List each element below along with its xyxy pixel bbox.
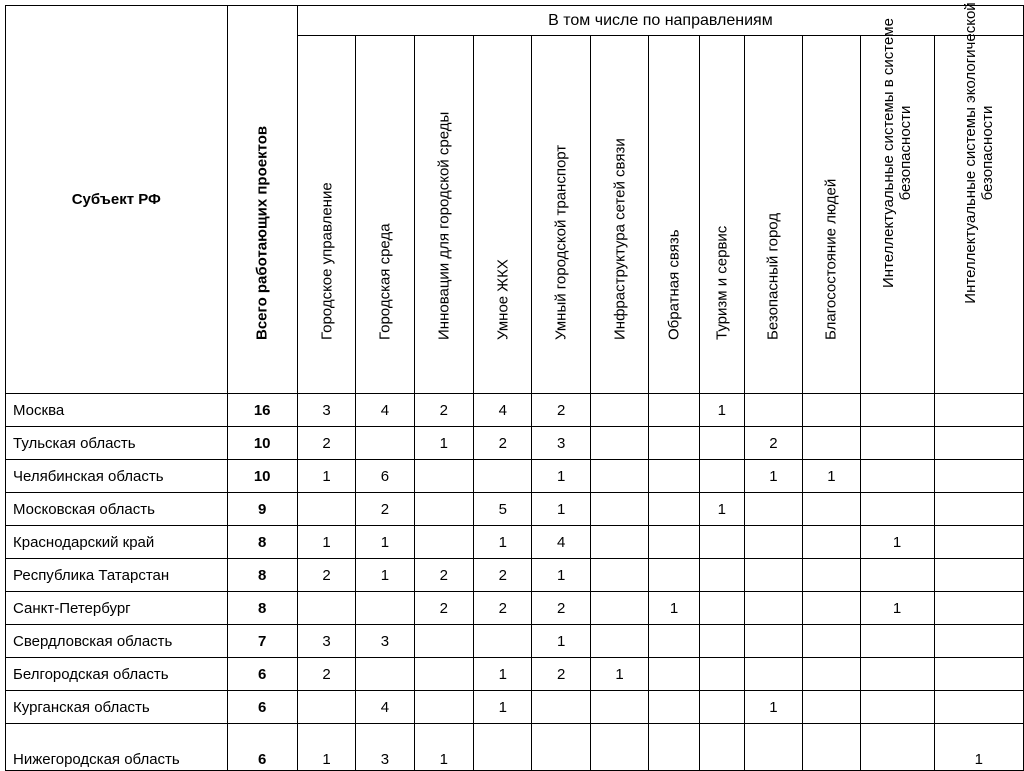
- row-cell: 6: [356, 460, 414, 493]
- row-cell: [649, 559, 700, 592]
- row-total: 10: [227, 460, 297, 493]
- row-cell: 1: [649, 592, 700, 625]
- row-cell: [860, 625, 934, 658]
- row-cell: 4: [474, 394, 532, 427]
- row-subject: Республика Татарстан: [6, 559, 228, 592]
- header-direction: [744, 36, 802, 394]
- row-cell: 2: [414, 394, 473, 427]
- row-cell: [699, 625, 744, 658]
- row-cell: [356, 658, 414, 691]
- row-subject: Санкт-Петербург: [6, 592, 228, 625]
- table-row: [6, 625, 1024, 658]
- row-cell: [297, 691, 355, 724]
- row-cell: [934, 658, 1024, 691]
- row-cell: [699, 460, 744, 493]
- header-direction-label: Туризм и сервис: [713, 225, 731, 340]
- row-cell: 1: [860, 592, 934, 625]
- row-cell: 2: [414, 559, 473, 592]
- header-direction-label: Инфраструктура сетей связи: [611, 138, 629, 340]
- row-cell: 1: [699, 394, 744, 427]
- header-direction-label: Умный городской транспорт: [552, 144, 570, 340]
- header-subject: Субъект РФ: [6, 6, 228, 394]
- row-cell: [803, 691, 860, 724]
- header-direction: [934, 2, 1024, 394]
- row-cell: [699, 526, 744, 559]
- header-direction: [532, 36, 590, 394]
- row-cell: [414, 493, 473, 526]
- row-cell: 1: [297, 526, 355, 559]
- row-cell: [803, 658, 860, 691]
- row-subject: Москва: [6, 394, 228, 427]
- row-cell: 2: [532, 394, 590, 427]
- row-cell: 2: [474, 427, 532, 460]
- row-cell: [590, 460, 648, 493]
- row-cell: 1: [414, 724, 473, 771]
- row-cell: [414, 691, 473, 724]
- row-cell: [414, 658, 473, 691]
- table-row: [6, 526, 1024, 559]
- row-cell: 1: [532, 460, 590, 493]
- row-cell: 4: [356, 691, 414, 724]
- row-cell: [649, 493, 700, 526]
- row-cell: [474, 724, 532, 771]
- row-cell: 2: [474, 559, 532, 592]
- row-cell: [699, 724, 744, 771]
- row-cell: [649, 691, 700, 724]
- header-total-label: Всего работающих проектов: [253, 125, 271, 340]
- row-cell: [649, 460, 700, 493]
- row-cell: [474, 460, 532, 493]
- row-cell: 1: [414, 427, 473, 460]
- header-direction: [590, 36, 648, 394]
- row-cell: [297, 493, 355, 526]
- row-cell: 2: [532, 592, 590, 625]
- row-cell: [649, 724, 700, 771]
- table-row: [6, 559, 1024, 592]
- row-cell: [934, 460, 1024, 493]
- row-cell: 1: [532, 493, 590, 526]
- row-cell: [934, 526, 1024, 559]
- row-cell: 1: [532, 625, 590, 658]
- table-row: [6, 691, 1024, 724]
- row-cell: 3: [297, 394, 355, 427]
- row-total: 9: [227, 493, 297, 526]
- row-cell: 1: [356, 526, 414, 559]
- row-cell: [803, 394, 860, 427]
- row-cell: [590, 559, 648, 592]
- row-cell: 3: [356, 724, 414, 771]
- row-cell: [699, 427, 744, 460]
- row-cell: [744, 592, 802, 625]
- row-cell: [803, 493, 860, 526]
- row-cell: 2: [297, 658, 355, 691]
- table-row: [6, 460, 1024, 493]
- row-cell: [860, 691, 934, 724]
- row-cell: [934, 427, 1024, 460]
- row-subject: Нижегородская область: [6, 724, 228, 771]
- row-cell: 3: [532, 427, 590, 460]
- row-cell: 3: [356, 625, 414, 658]
- header-direction-label: Безопасный город: [764, 212, 782, 340]
- row-cell: [803, 427, 860, 460]
- row-cell: [860, 559, 934, 592]
- row-cell: [744, 394, 802, 427]
- header-direction-label: Благосостояние людей: [822, 178, 840, 340]
- row-subject: Челябинская область: [6, 460, 228, 493]
- header-direction-label: Умное ЖКХ: [494, 259, 512, 340]
- header-direction: [699, 36, 744, 394]
- row-total: 8: [227, 592, 297, 625]
- header-direction-label: Городское управление: [318, 182, 336, 340]
- row-total: 6: [227, 691, 297, 724]
- row-subject: Московская область: [6, 493, 228, 526]
- row-cell: [803, 625, 860, 658]
- row-cell: [590, 526, 648, 559]
- row-total: 8: [227, 559, 297, 592]
- row-cell: [649, 625, 700, 658]
- row-cell: [934, 559, 1024, 592]
- row-cell: [532, 724, 590, 771]
- row-subject: Курганская область: [6, 691, 228, 724]
- row-cell: [744, 526, 802, 559]
- row-subject: Тульская область: [6, 427, 228, 460]
- header-direction: [803, 36, 860, 394]
- row-cell: 2: [414, 592, 473, 625]
- table-body: [6, 394, 1024, 771]
- row-cell: 3: [297, 625, 355, 658]
- row-cell: [744, 559, 802, 592]
- row-cell: [860, 394, 934, 427]
- table-row: [6, 658, 1024, 691]
- row-cell: 2: [356, 493, 414, 526]
- row-cell: 1: [474, 526, 532, 559]
- row-cell: 5: [474, 493, 532, 526]
- row-cell: [803, 592, 860, 625]
- row-cell: [744, 658, 802, 691]
- row-cell: [590, 394, 648, 427]
- header-direction-label: Городская среда: [376, 223, 394, 340]
- row-cell: 1: [297, 460, 355, 493]
- row-cell: [803, 559, 860, 592]
- row-cell: [474, 625, 532, 658]
- table-row: [6, 592, 1024, 625]
- header-direction: [474, 36, 532, 394]
- row-cell: 1: [934, 724, 1024, 771]
- row-cell: [356, 427, 414, 460]
- row-cell: [649, 394, 700, 427]
- row-cell: 1: [474, 658, 532, 691]
- row-cell: [860, 658, 934, 691]
- header-direction: [414, 36, 473, 394]
- table-row: [6, 394, 1024, 427]
- row-cell: [934, 394, 1024, 427]
- row-cell: 1: [356, 559, 414, 592]
- header-direction-label: Интеллектуальные системы в системе безопасности: [880, 18, 915, 288]
- row-total: 6: [227, 724, 297, 771]
- row-cell: [590, 691, 648, 724]
- row-subject: Краснодарский край: [6, 526, 228, 559]
- row-cell: 2: [532, 658, 590, 691]
- header-direction: [649, 36, 700, 394]
- row-cell: [590, 592, 648, 625]
- row-cell: [590, 493, 648, 526]
- header-direction: [297, 36, 355, 394]
- row-cell: 4: [356, 394, 414, 427]
- row-cell: [744, 724, 802, 771]
- row-cell: [699, 559, 744, 592]
- row-cell: [744, 625, 802, 658]
- row-cell: [860, 724, 934, 771]
- row-cell: [860, 493, 934, 526]
- row-cell: 1: [532, 559, 590, 592]
- row-subject: Белгородская область: [6, 658, 228, 691]
- row-cell: [297, 592, 355, 625]
- row-cell: [699, 691, 744, 724]
- row-cell: [934, 592, 1024, 625]
- row-cell: [934, 493, 1024, 526]
- row-cell: 1: [474, 691, 532, 724]
- row-subject: Свердловская область: [6, 625, 228, 658]
- row-total: 8: [227, 526, 297, 559]
- row-cell: [356, 592, 414, 625]
- row-cell: 2: [474, 592, 532, 625]
- row-cell: [590, 625, 648, 658]
- row-cell: [532, 691, 590, 724]
- header-direction: [860, 18, 934, 394]
- row-cell: [699, 658, 744, 691]
- row-cell: [934, 625, 1024, 658]
- row-total: 7: [227, 625, 297, 658]
- row-cell: 1: [860, 526, 934, 559]
- row-cell: 2: [297, 559, 355, 592]
- header-directions-group: В том числе по направлениям: [297, 6, 1023, 36]
- row-cell: 1: [803, 460, 860, 493]
- row-cell: [649, 427, 700, 460]
- row-cell: 4: [532, 526, 590, 559]
- row-cell: [649, 526, 700, 559]
- header-direction-label: Инновации для городской среды: [435, 111, 453, 340]
- row-cell: [860, 460, 934, 493]
- row-cell: 1: [590, 658, 648, 691]
- row-cell: [414, 526, 473, 559]
- row-cell: 1: [699, 493, 744, 526]
- row-cell: [414, 625, 473, 658]
- row-cell: 1: [744, 691, 802, 724]
- row-cell: [934, 691, 1024, 724]
- row-cell: 2: [744, 427, 802, 460]
- projects-table: [5, 2, 1024, 771]
- row-cell: [744, 493, 802, 526]
- row-cell: [590, 724, 648, 771]
- row-cell: [803, 526, 860, 559]
- header-direction-label: Обратная связь: [665, 229, 683, 340]
- header-total: [227, 6, 297, 394]
- row-cell: [649, 658, 700, 691]
- header-direction-label: Интеллектуальные системы экологической безопасности: [961, 2, 996, 304]
- row-cell: 1: [744, 460, 802, 493]
- row-cell: [414, 460, 473, 493]
- row-total: 10: [227, 427, 297, 460]
- row-cell: 2: [297, 427, 355, 460]
- row-cell: [699, 592, 744, 625]
- row-total: 16: [227, 394, 297, 427]
- table-row: [6, 427, 1024, 460]
- table-row: [6, 493, 1024, 526]
- row-total: 6: [227, 658, 297, 691]
- table-row: [6, 724, 1024, 771]
- row-cell: [860, 427, 934, 460]
- row-cell: [803, 724, 860, 771]
- header-direction: [356, 36, 414, 394]
- row-cell: [590, 427, 648, 460]
- row-cell: 1: [297, 724, 355, 771]
